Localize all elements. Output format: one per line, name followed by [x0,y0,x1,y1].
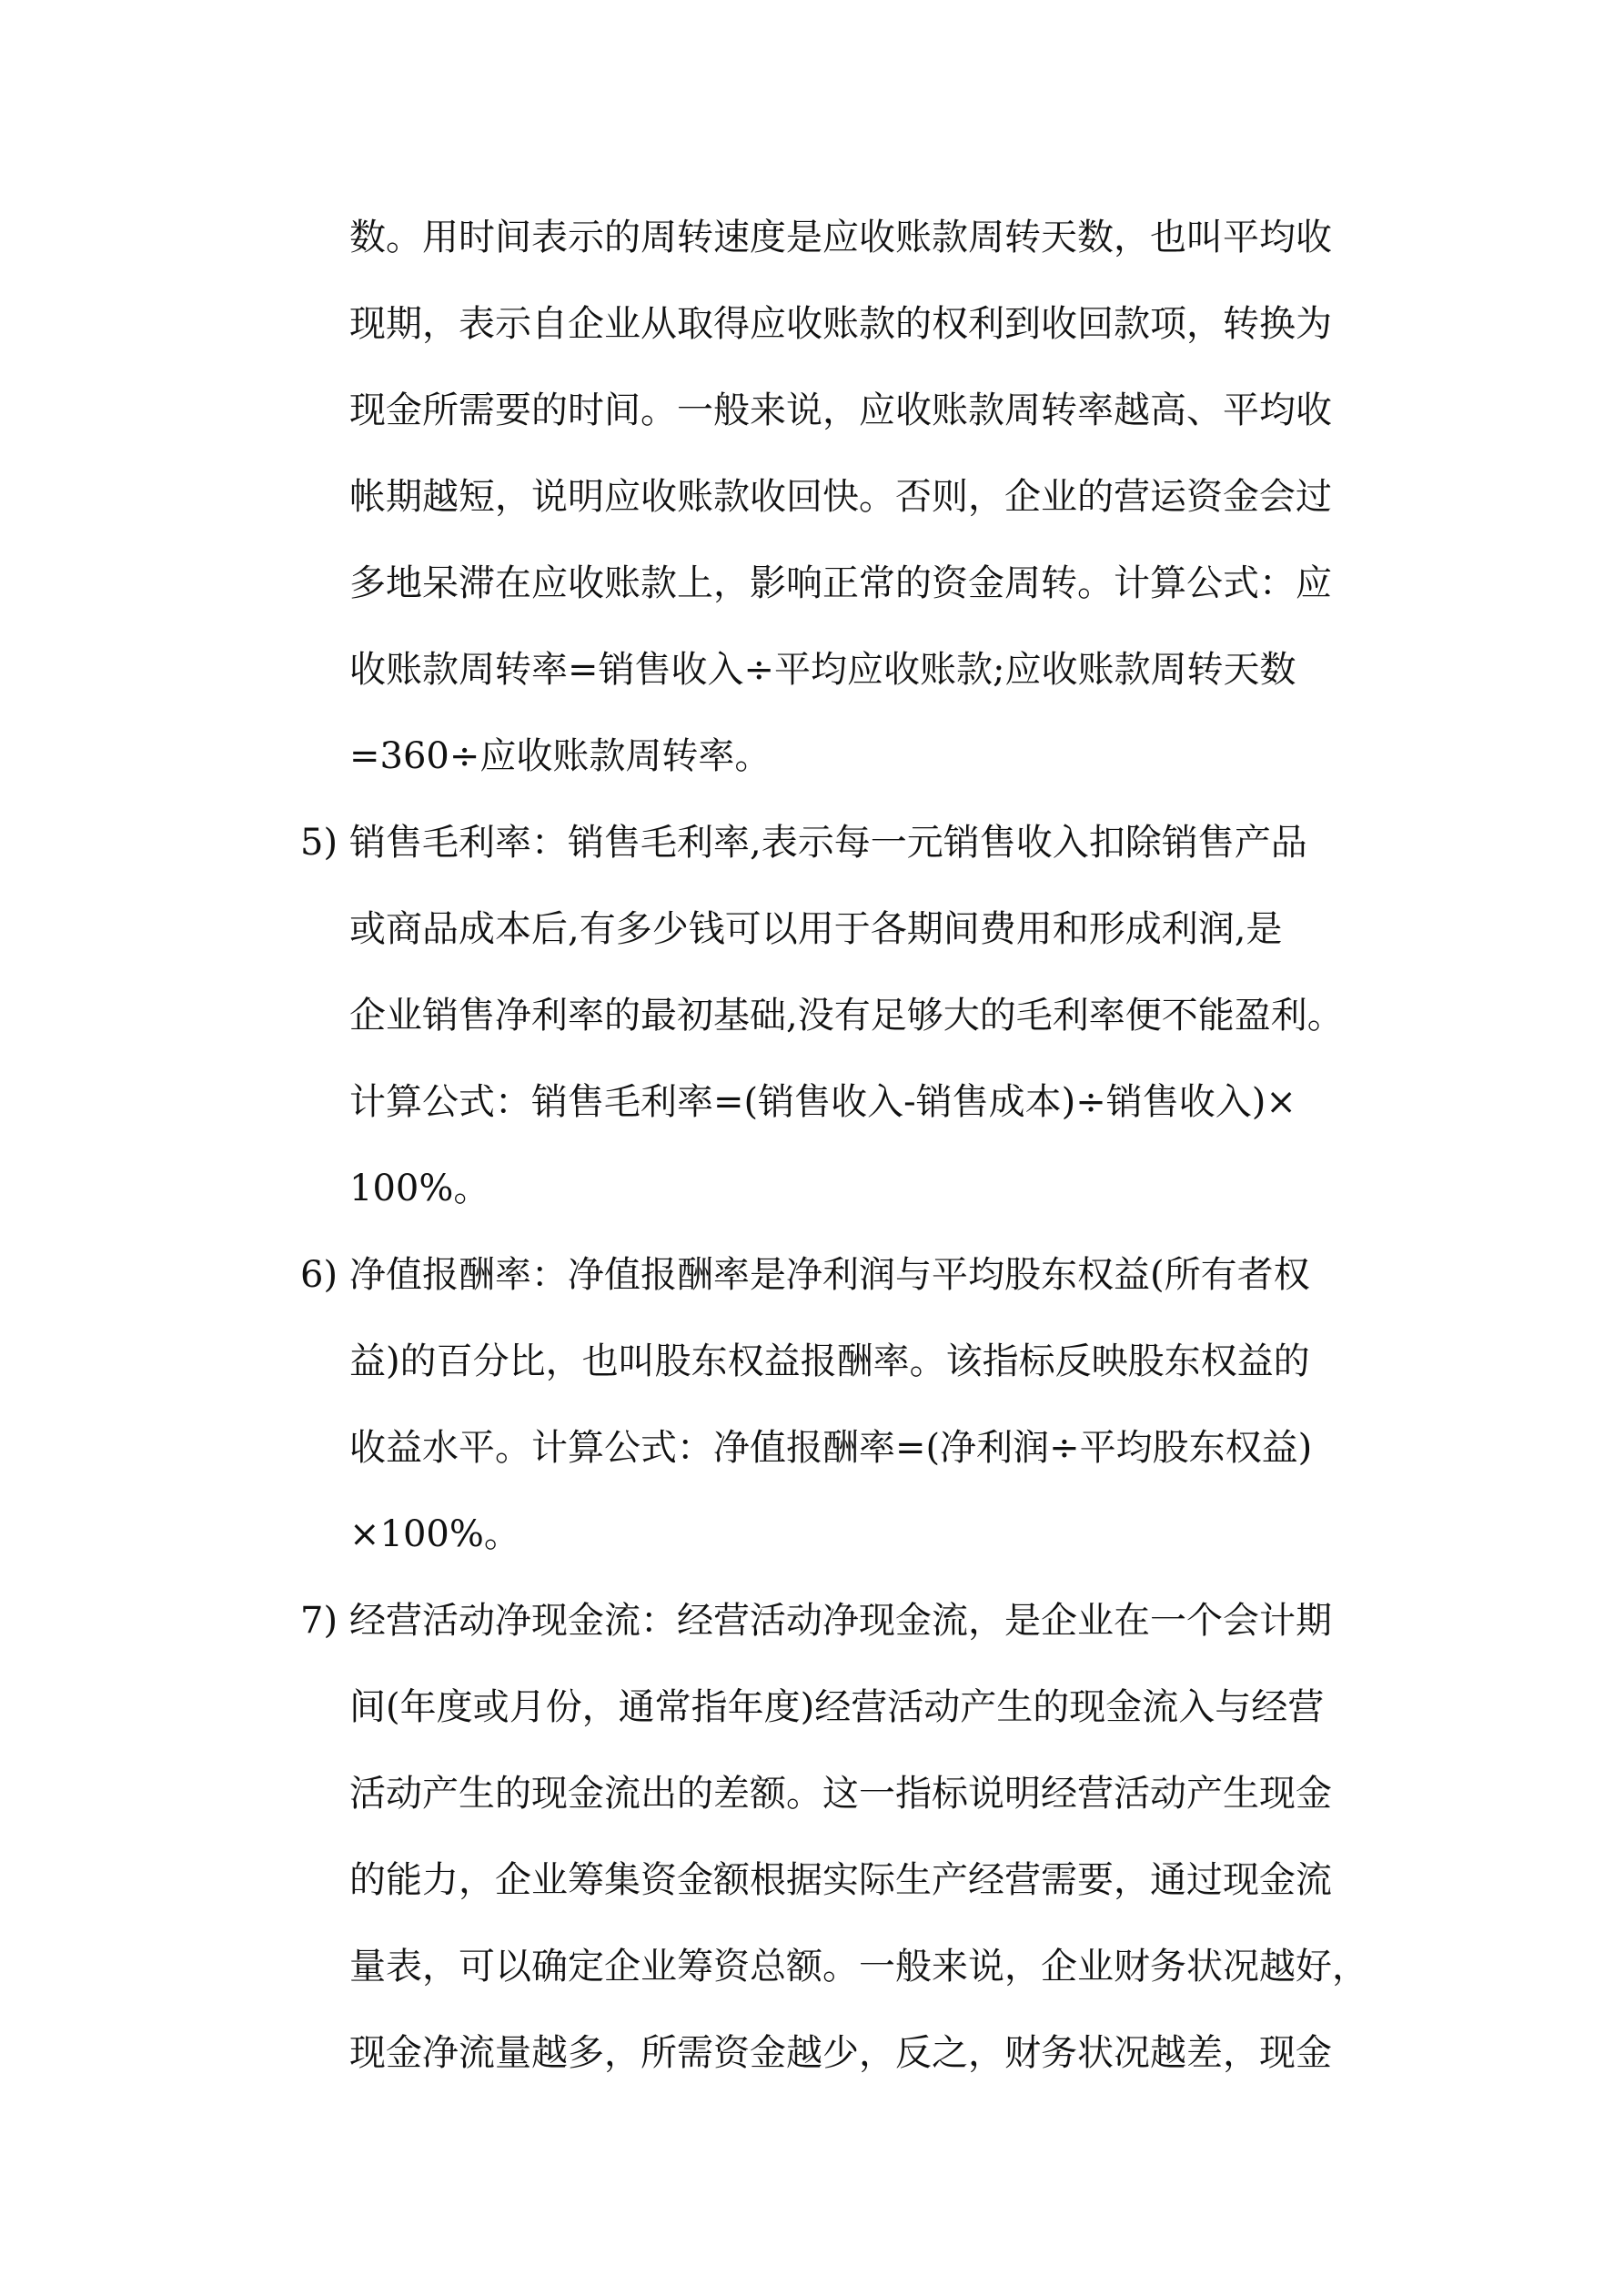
text-line: 计算公式：销售毛利率=(销售收入-销售成本)÷销售收入)× [349,1081,1296,1123]
text-line: 或商品成本后,有多少钱可以用于各期间费用和形成利润,是 [349,908,1283,950]
text-line: 量表，可以确定企业筹资总额。一般来说，企业财务状况越好， [349,1946,1368,1988]
text-line: 100%。 [349,1168,490,1209]
text-line: 净值报酬率：净值报酬率是净利润与平均股东权益(所有者权 [349,1254,1310,1296]
text-line: 收益水平。计算公式：净值报酬率=(净利润÷平均股东权益) [349,1427,1313,1469]
text-line: 企业销售净利率的最初基础,没有足够大的毛利率便不能盈利。 [349,995,1344,1037]
text-line: ×100%。 [349,1513,520,1555]
text-line: 数。用时间表示的周转速度是应收账款周转天数，也叫平均收 [349,217,1332,258]
text-line: 经营活动净现金流：经营活动净现金流，是企业在一个会计期 [349,1600,1332,1642]
text-line: 多地呆滞在应收账款上，影响正常的资金周转。计算公式：应 [349,562,1332,604]
text-line: =360÷应收账款周转率。 [349,735,772,777]
list-marker-5: 5) [300,822,338,864]
text-line: 现期，表示自企业从取得应收账款的权利到收回款项，转换为 [349,303,1332,345]
list-marker-6: 6) [300,1254,338,1296]
text-line: 现金净流量越多，所需资金越少，反之，财务状况越差，现金 [349,2032,1332,2074]
text-line: 收账款周转率=销售收入÷平均应收账款;应收账款周转天数 [349,649,1296,691]
text-line: 活动产生的现金流出的差额。这一指标说明经营活动产生现金 [349,1773,1332,1815]
text-line: 间(年度或月份，通常指年度)经营活动产生的现金流入与经营 [349,1686,1325,1728]
text-line: 帐期越短，说明应收账款收回快。否则，企业的营运资金会过 [349,476,1332,518]
text-line: 销售毛利率：销售毛利率,表示每一元销售收入扣除销售产品 [349,822,1307,864]
text-line: 益)的百分比，也叫股东权益报酬率。该指标反映股东权益的 [349,1340,1310,1382]
text-line: 的能力，企业筹集资金额根据实际生产经营需要，通过现金流 [349,1859,1332,1901]
text-line: 现金所需要的时间。一般来说，应收账款周转率越高、平均收 [349,389,1332,431]
list-marker-7: 7) [300,1600,338,1642]
